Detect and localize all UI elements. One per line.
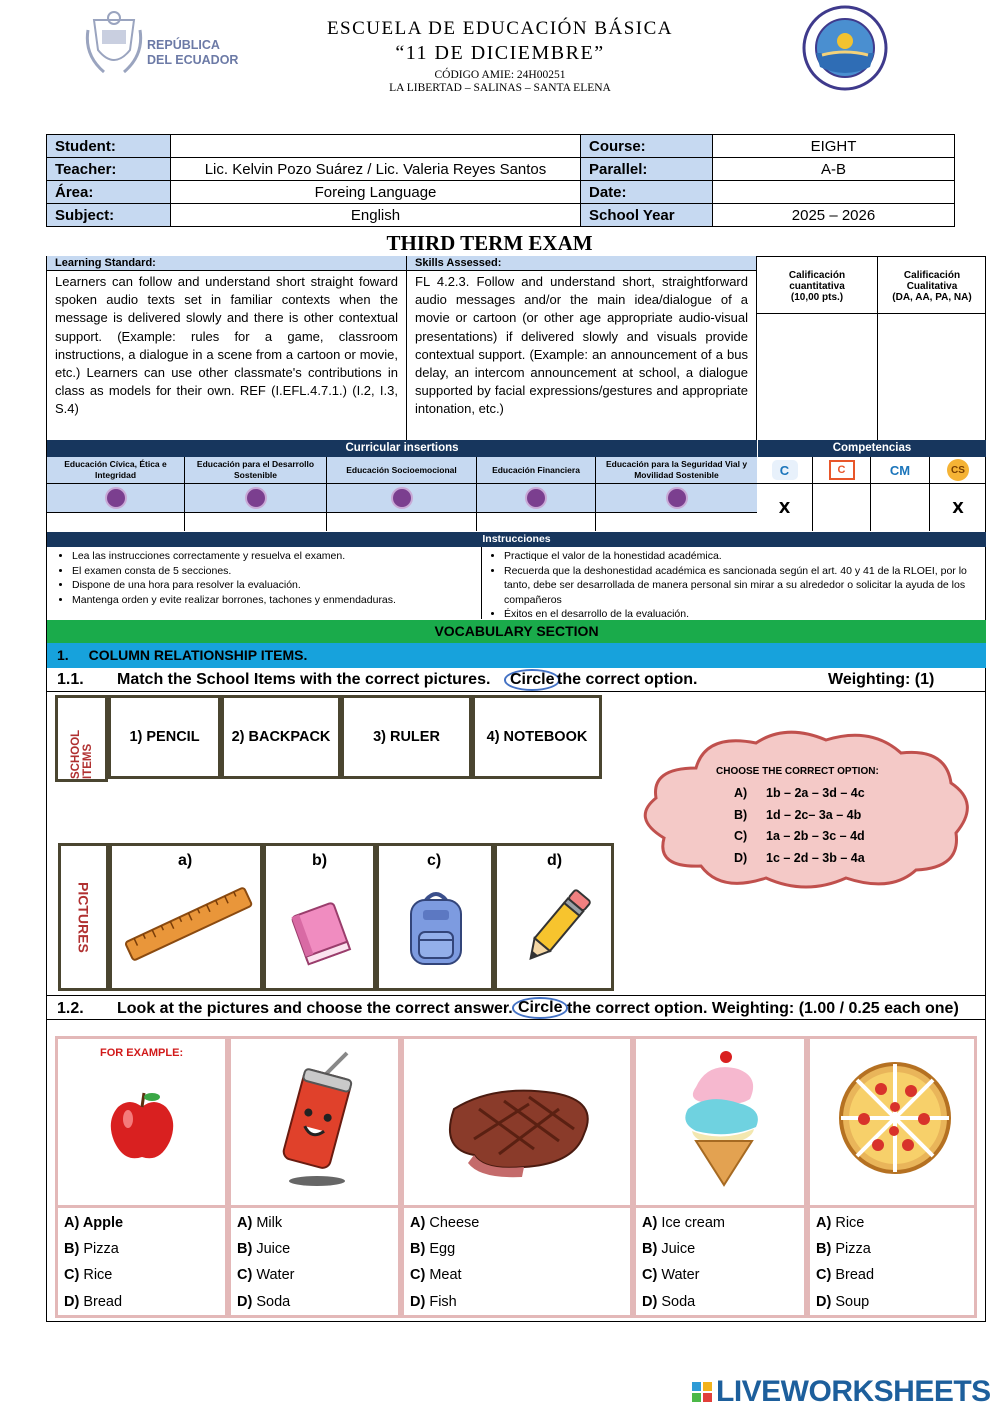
opt-text: Meat (429, 1267, 462, 1284)
picture-b-letter: b) (312, 852, 328, 869)
civica-icon (105, 487, 127, 509)
apple-icon (106, 1089, 178, 1165)
liveworksheets-icon (692, 1382, 712, 1402)
section1-title: COLUMN RELATIONSHIP ITEMS. (88, 647, 308, 663)
option-c-letter: C) (734, 829, 748, 843)
answer-option[interactable] (636, 1210, 804, 1236)
q11-text-before: Match the School Items with the correct pictures. (117, 671, 491, 688)
picture-c-letter: c) (427, 852, 442, 869)
quant-l3: (10,00 pts.) (790, 292, 844, 303)
skills-assessed-label: Skills Assessed: (407, 256, 756, 271)
financiera-icon (525, 487, 547, 509)
comp-mark-d[interactable] (813, 484, 871, 531)
answer-option[interactable] (58, 1236, 225, 1262)
picture-c[interactable] (376, 843, 494, 991)
answer-option[interactable] (58, 1210, 225, 1236)
learning-standard-text: Learners can follow and understand short straight foward spoken audio texts set in familiar contexts when the message is delivered slowly and there is other contextual support. (Example: rules for a game, classroom instructions, a dialogue in a scene from a cartoon or movie, etc.) Learners can use other classmate's contributions in class as models for their own. REF (I.EFL.4.7.1.) (I.2, I.3, S.4) (55, 274, 398, 417)
answer-option[interactable] (58, 1289, 225, 1315)
qual-l2: Cualitativa (906, 281, 958, 292)
answer-col-3 (401, 1205, 633, 1318)
opt-text: Cheese (429, 1215, 480, 1231)
opt-text: Water (661, 1267, 700, 1284)
ecuador-coat-of-arms (84, 10, 144, 80)
opt-letter: A) (64, 1215, 80, 1231)
opt-text: Pizza (83, 1241, 119, 1258)
grade-qual-box (878, 256, 986, 440)
vocabulary-section-band: VOCABULARY SECTION (47, 620, 986, 643)
comp-mark-cm[interactable] (871, 484, 930, 531)
opt-letter: C) (237, 1267, 253, 1284)
student-field[interactable] (171, 135, 581, 158)
opt-letter: B) (237, 1241, 253, 1258)
instructions-left-list (50, 549, 480, 607)
food-meat-cell (401, 1036, 633, 1208)
answer-col-2 (228, 1205, 401, 1318)
liveworksheets-logo[interactable] (692, 1374, 991, 1410)
insert-civica: Educación Cívica, Ética e Integridad (47, 457, 185, 483)
republic-label (147, 38, 238, 68)
student-label: Student: (47, 135, 171, 158)
comp-cs-cell (930, 457, 986, 483)
opt-text: Rice (83, 1267, 113, 1284)
opt-letter: C) (410, 1267, 426, 1284)
teacher-label: Teacher: (47, 158, 171, 181)
date-label: Date: (581, 181, 713, 204)
opt-text: Pizza (835, 1241, 871, 1258)
course-value: EIGHT (713, 135, 955, 158)
option-c-text: 1a – 2b – 3c – 4d (766, 829, 865, 843)
curricular-band: Curricular insertions (47, 440, 757, 457)
q11-text-after: the correct option. (557, 671, 698, 688)
q12-line (47, 995, 986, 1020)
q11-circle-word: Circle (504, 669, 560, 691)
school-items-label-box (55, 695, 108, 782)
school-name: ESCUELA DE EDUCACIÓN BÁSICA (326, 18, 674, 39)
seguridad-mark[interactable] (596, 513, 757, 531)
answer-option[interactable] (404, 1289, 630, 1315)
answer-option[interactable] (810, 1210, 974, 1236)
opt-text: Egg (429, 1241, 456, 1258)
insert-desarrollo: Educación para el Desarrollo Sostenible (185, 457, 327, 483)
instruction-item: • Dispone de una hora para resolver la evaluación. (72, 578, 480, 593)
instructions-right (482, 549, 982, 622)
soda-can-icon (271, 1049, 363, 1189)
desarrollo-cell (185, 484, 327, 512)
republic-line2: DEL ECUADOR (147, 53, 239, 67)
opt-text: Juice (256, 1241, 291, 1258)
pizza-icon (836, 1059, 954, 1177)
answer-col-1 (55, 1205, 228, 1318)
option-c[interactable] (734, 826, 865, 848)
grade-quant-box (757, 256, 878, 440)
answer-option[interactable] (231, 1236, 398, 1262)
opt-letter: D) (64, 1293, 80, 1310)
opt-letter: B) (64, 1241, 80, 1258)
food-soda-cell (228, 1036, 401, 1208)
socioemocional-mark[interactable] (327, 513, 477, 531)
opt-text: Soda (661, 1293, 696, 1310)
socioemotional-cs-icon: CS (947, 459, 969, 481)
option-a[interactable] (734, 783, 865, 805)
answer-option[interactable] (404, 1236, 630, 1262)
desarrollo-mark[interactable] (185, 513, 327, 531)
instruction-item: • Mantenga orden y evite realizar borrones, tachones y enmendaduras. (72, 593, 480, 608)
comp-d-cell (813, 457, 871, 483)
grade-quant-header (757, 256, 877, 314)
notebook-icon (286, 896, 356, 966)
seguridad-vial-icon (666, 487, 688, 509)
q11-weighting: Weighting: (1) (828, 671, 935, 688)
school-items-label: SCHOOL ITEMS (69, 730, 94, 779)
answer-option[interactable] (58, 1262, 225, 1288)
civica-mark[interactable] (47, 513, 185, 531)
answer-option[interactable] (231, 1289, 398, 1315)
options-list (734, 783, 865, 869)
instruction-item: • Éxitos en el desarrollo de la evaluación. (504, 607, 982, 622)
curricular-marks-row (47, 513, 757, 531)
digital-screen-icon: C (829, 460, 855, 480)
grade-quant-field[interactable] (757, 314, 877, 439)
q12-text-before: Look at the pictures and choose the correct answer. (117, 1000, 513, 1017)
opt-letter: B) (642, 1241, 658, 1258)
option-a-letter: A) (734, 786, 748, 800)
food-pizza-cell (807, 1036, 977, 1208)
backpack-icon (401, 888, 471, 972)
financiera-cell (477, 484, 596, 512)
opt-text: Ice cream (661, 1215, 726, 1231)
instruction-item: • Recuerda que la deshonestidad académica es sancionada según el art. 40 y 41 de la RLOEI, por lo tanto, debe ser desarrollada de manera personal sin mirar a su alrededor o solicitar la ayuda de los compañeros (504, 564, 982, 608)
competencias-band: Competencias (757, 440, 986, 457)
answer-option[interactable] (810, 1236, 974, 1262)
opt-letter: C) (816, 1267, 832, 1284)
grade-qual-header (878, 256, 986, 314)
item-notebook: 4) NOTEBOOK (472, 695, 602, 779)
choose-title: CHOOSE THE CORRECT OPTION: (716, 766, 879, 777)
school-location: LA LIBERTAD – SALINAS – SANTA ELENA (389, 82, 611, 94)
grade-qual-field[interactable] (878, 314, 986, 439)
pictures-label-box (58, 843, 109, 991)
competencias-icons (757, 457, 986, 484)
insert-financiera: Educación Financiera (477, 457, 596, 483)
pencil-icon (517, 884, 597, 970)
food-example-cell (55, 1036, 228, 1208)
opt-letter: D) (410, 1293, 426, 1310)
ice-cream-icon (678, 1047, 768, 1187)
qual-l1: Calificación (903, 270, 961, 281)
section1-number: 1. (57, 647, 69, 663)
answer-option[interactable] (231, 1262, 398, 1288)
opt-letter: B) (410, 1241, 426, 1258)
answer-option[interactable] (636, 1236, 804, 1262)
amie-code: CÓDIGO AMIE: 24H00251 (434, 69, 566, 81)
course-label: Course: (581, 135, 713, 158)
answer-option[interactable] (810, 1262, 974, 1288)
school-year-label: School Year (581, 204, 713, 227)
school-seal (800, 5, 890, 91)
comp-cm-cell (871, 457, 930, 483)
opt-letter: D) (642, 1293, 658, 1310)
q11-line (47, 668, 986, 692)
answer-col-5 (807, 1205, 977, 1318)
socioemocional-cell (327, 484, 477, 512)
option-d[interactable] (734, 848, 865, 870)
instructions-band: Instrucciones (47, 532, 986, 547)
date-field[interactable] (713, 181, 955, 204)
picture-a-letter: a) (178, 852, 193, 869)
skills-assessed-block (407, 256, 757, 440)
opt-letter: A) (410, 1215, 426, 1231)
answer-option[interactable] (404, 1262, 630, 1288)
options-cloud (636, 728, 976, 890)
area-label: Área: (47, 181, 171, 204)
sostenible-icon (245, 487, 267, 509)
area-value: Foreing Language (171, 181, 581, 204)
option-d-letter: D) (734, 850, 748, 865)
option-b-text: 1d – 2c– 3a – 4b (766, 807, 862, 822)
comp-mark-cs[interactable]: X (952, 498, 964, 517)
skills-assessed-text: FL 4.2.3. Follow and understand short, straightforward audio messages and/or the main idea/dialogue of a movie or cartoon (or other age appropriate audio-visual presentations) if delivered slowly and visuals provide contextual support. (Example: an announcement of a bus delay, an intercom announcement at school, a dialogue supported by facial expressions/gestures and appropriate intonation, etc.) (415, 274, 748, 417)
instructions-left (50, 549, 480, 607)
quant-l1: Calificación (788, 270, 846, 281)
opt-letter: A) (642, 1215, 658, 1231)
option-b[interactable] (734, 805, 865, 827)
qual-l3: (DA, AA, PA, NA) (892, 292, 972, 303)
q12-text-after: the correct option. Weighting: (1.00 / 0.25 each one) (567, 1000, 959, 1017)
item-backpack: 2) BACKPACK (221, 695, 341, 779)
financiera-mark[interactable] (477, 513, 596, 531)
parallel-value: A-B (713, 158, 955, 181)
competencias-marks (757, 484, 986, 531)
opt-text: Fish (429, 1293, 457, 1310)
option-a-text: 1b – 2a – 3d – 4c (766, 786, 865, 800)
opt-letter: C) (642, 1267, 658, 1284)
picture-d-letter: d) (547, 852, 563, 869)
q12-circle-word: Circle (512, 997, 568, 1019)
opt-text: Soup (835, 1293, 870, 1310)
instruction-item: • Practique el valor de la honestidad académica. (504, 549, 982, 564)
exam-title: THIRD TERM EXAM (386, 231, 593, 255)
quant-l2: cuantitativa (789, 281, 845, 292)
comp-mark-c[interactable]: X (757, 484, 813, 531)
opt-letter: A) (237, 1215, 253, 1231)
republic-line1: REPÚBLICA (147, 38, 220, 52)
answer-option[interactable] (636, 1289, 804, 1315)
opt-text: Milk (256, 1215, 283, 1231)
opt-text: Water (256, 1267, 295, 1284)
answer-option[interactable] (231, 1210, 398, 1236)
example-label: FOR EXAMPLE: (100, 1047, 184, 1059)
parallel-label: Parallel: (581, 158, 713, 181)
student-info-table (46, 134, 955, 227)
answer-option[interactable] (404, 1210, 630, 1236)
answer-col-4 (633, 1205, 807, 1318)
curricular-items-row (47, 457, 757, 484)
answer-option[interactable] (636, 1262, 804, 1288)
food-grid (55, 1036, 977, 1318)
insert-seguridad-vial: Educación para la Seguridad Vial y Movilidad Sostenible (596, 457, 757, 483)
math-cm-icon: CM (889, 462, 911, 478)
comp-c-cell (757, 457, 813, 483)
school-year-value: 2025 – 2026 (713, 204, 955, 227)
socioemocional-icon (391, 487, 413, 509)
learning-standard-block (47, 256, 407, 440)
school-subname: “11 DE DICIEMBRE” (395, 42, 605, 64)
opt-letter: D) (237, 1293, 253, 1310)
opt-text: Rice (835, 1215, 865, 1231)
seguridad-cell (596, 484, 757, 512)
item-ruler: 3) RULER (341, 695, 472, 779)
steak-icon (434, 1079, 604, 1179)
subject-value: English (171, 204, 581, 227)
subject-label: Subject: (47, 204, 171, 227)
instruction-item: • El examen consta de 5 secciones. (72, 564, 480, 579)
item-pencil: 1) PENCIL (108, 695, 221, 779)
communication-icon: C (772, 460, 798, 480)
opt-letter: C) (64, 1267, 80, 1284)
ruler-icon (122, 886, 257, 966)
picture-a[interactable] (109, 843, 263, 991)
picture-b[interactable] (263, 843, 376, 991)
opt-text: Juice (661, 1241, 696, 1258)
option-b-letter: B) (734, 807, 748, 822)
insert-socioemocional: Educación Socioemocional (327, 457, 477, 483)
instruction-item: • Lea las instrucciones correctamente y resuelva el examen. (72, 549, 480, 564)
q11-number: 1.1. (57, 671, 84, 688)
grade-boxes (757, 256, 986, 440)
school-header (300, 18, 700, 94)
teacher-value: Lic. Kelvin Pozo Suárez / Lic. Valeria Reyes Santos (171, 158, 581, 181)
opt-text: Bread (835, 1267, 875, 1284)
option-d-text: 1c – 2d – 3b – 4a (766, 850, 865, 865)
opt-text: Bread (83, 1293, 123, 1310)
learning-standard-label: Learning Standard: (47, 256, 406, 271)
opt-letter: D) (816, 1293, 832, 1310)
instructions-right-list (482, 549, 982, 622)
opt-text: Soda (256, 1293, 291, 1310)
opt-text: Apple (82, 1215, 124, 1231)
section1-band (47, 643, 986, 668)
civica-cell (47, 484, 185, 512)
food-icecream-cell (633, 1036, 807, 1208)
curricular-icons-row (47, 484, 757, 513)
pictures-label: PICTURES (75, 881, 92, 953)
opt-letter: A) (816, 1215, 832, 1231)
answer-option[interactable] (810, 1289, 974, 1315)
picture-d[interactable] (494, 843, 614, 991)
opt-letter: B) (816, 1241, 832, 1258)
q12-number: 1.2. (57, 1000, 84, 1017)
liveworksheets-text: LIVEWORKSHEETS (716, 1375, 991, 1408)
